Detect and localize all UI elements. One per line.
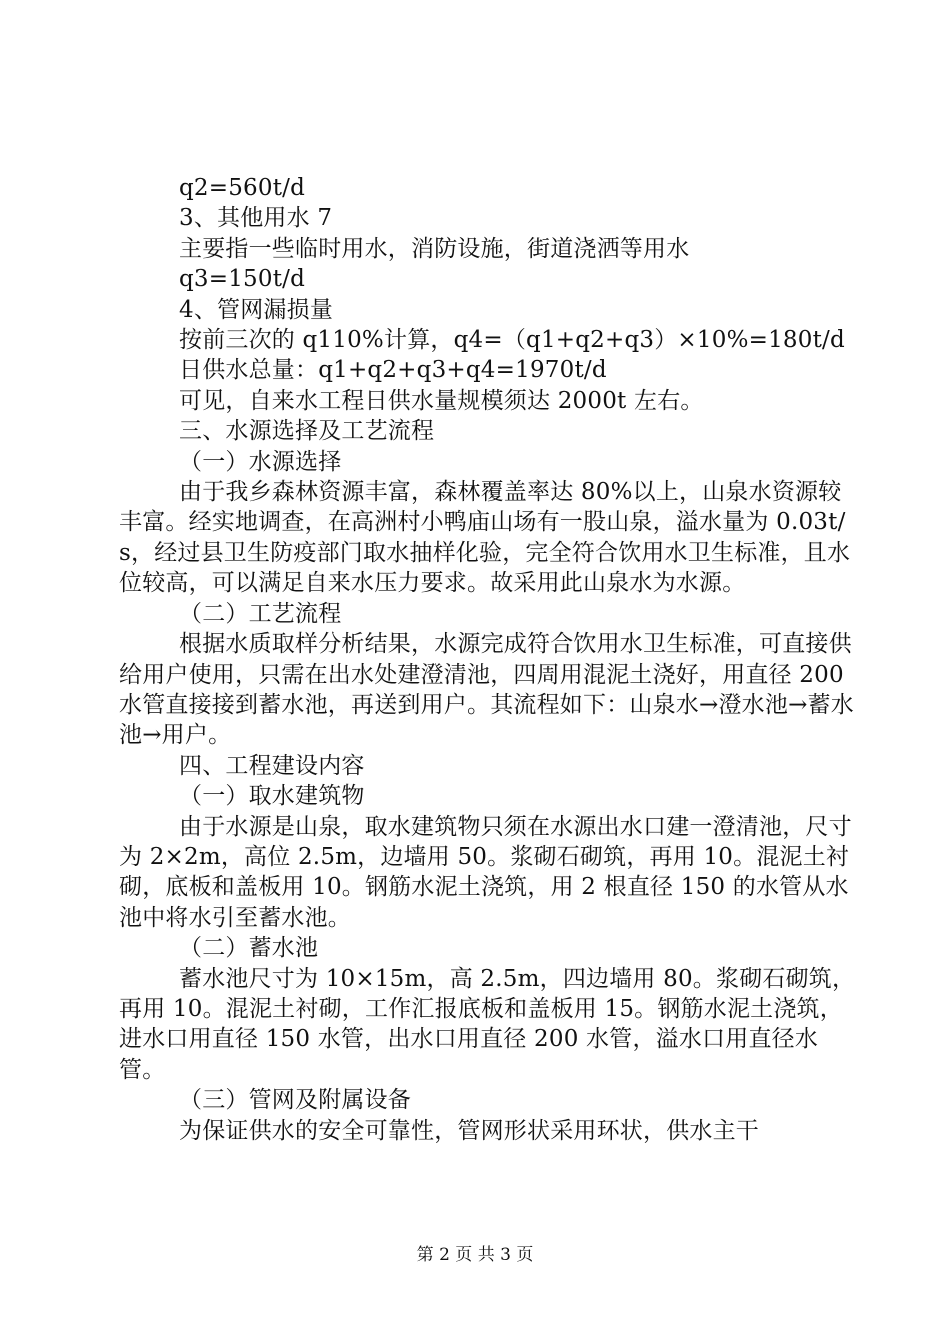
paragraph-reservoir: 蓄水池尺寸为 10×15m，高 2.5m，四边墙用 80。浆砌石砌筑，再用 10。混泥土衬砌，工作汇报底板和盖板用 15。钢筋水泥土浇筑，进水口用直径 150 水管，出水口用直径 200 水管，溢水口用直径水管。 <box>119 965 856 1083</box>
page-footer: 第 2 页 共 3 页 <box>416 1245 534 1265</box>
paragraph-pipe-network: 为保证供水的安全可靠性，管网形状采用环状，供水主干 <box>179 1117 759 1144</box>
text-line-daily-total: 日供水总量：q1+q2+q3+q4=1970t/d <box>179 357 607 384</box>
section-heading-construction: 四、工程建设内容 <box>179 752 365 779</box>
subheading-intake-structure: （一）取水建筑物 <box>179 783 365 810</box>
document-body <box>119 173 859 1146</box>
text-line-q2: q2=560t/d <box>179 175 306 201</box>
text-line-q3: q3=150t/d <box>179 266 306 293</box>
text-line-other-water: 3、其他用水 7 <box>179 205 333 232</box>
text-line-q4-formula: 按前三次的 q110%计算，q4=（q1+q2+q3）×10%=180t/d <box>179 327 845 354</box>
subheading-reservoir: （二）蓄水池 <box>179 935 319 962</box>
subheading-source-selection: （一）水源选择 <box>179 448 342 475</box>
text-line-leakage-heading: 4、管网漏损量 <box>179 296 334 323</box>
paragraph-process-flow: 根据水质取样分析结果，水源完成符合饮用水卫生标准，可直接供给用户使用，只需在出水处建澄清池，四周用混泥土浇好，用直径 200 水管直接接到蓄水池，再送到用户。其流程如下：山泉水→澄水池→蓄水池→用户。 <box>119 631 854 749</box>
subheading-process-flow: （二）工艺流程 <box>179 600 342 627</box>
subheading-pipe-network: （三）管网及附属设备 <box>179 1087 411 1114</box>
section-heading-water-source: 三、水源选择及工艺流程 <box>179 418 435 445</box>
paragraph-intake-structure: 由于水源是山泉，取水建筑物只须在水源出水口建一澄清池，尺寸为 2×2m，高位 2.5m，边墙用 50。浆砌石砌筑，再用 10。混泥土衬砌，底板和盖板用 10。钢筋水泥土浇筑，用 2 根直径 150 的水管从水池中将水引至蓄水池。 <box>119 813 852 931</box>
text-line-scale-conclusion: 可见，自来水工程日供水量规模须达 2000t 左右。 <box>179 387 704 414</box>
text-line-temporary-water: 主要指一些临时用水，消防设施，街道浇洒等用水 <box>179 235 690 262</box>
paragraph-source-selection: 由于我乡森林资源丰富，森林覆盖率达 80%以上，山泉水资源较丰富。经实地调查，在高洲村小鸭庙山场有一股山泉，溢水量为 0.03t/s，经过县卫生防疫部门取水抽样化验，完全符合饮用水卫生标准，且水位较高，可以满足自来水压力要求。故采用此山泉水为水源。 <box>119 479 851 597</box>
